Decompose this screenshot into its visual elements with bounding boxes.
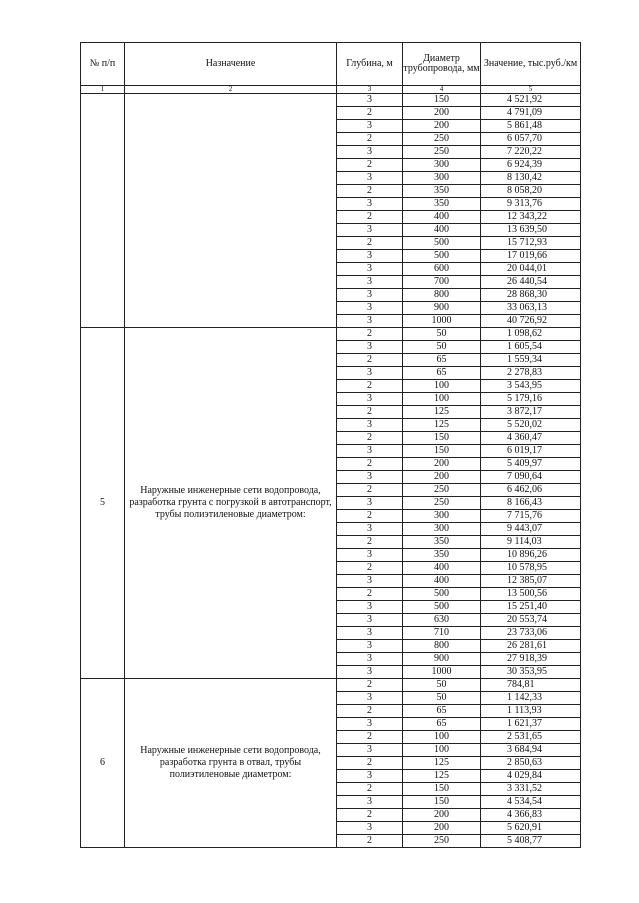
depth-cell: 3 [337,341,403,354]
depth-cell: 3 [337,471,403,484]
depth-cell: 2 [337,237,403,250]
diameter-cell: 710 [403,627,481,640]
value-cell: 1 605,54 [481,341,581,354]
value-cell: 4 029,84 [481,770,581,783]
depth-cell: 3 [337,276,403,289]
diameter-cell: 600 [403,263,481,276]
header-value: Значение, тыс.руб./км [481,43,581,86]
diameter-cell: 200 [403,822,481,835]
value-cell: 13 639,50 [481,224,581,237]
value-cell: 4 534,54 [481,796,581,809]
depth-cell: 2 [337,757,403,770]
value-cell: 13 500,56 [481,588,581,601]
value-cell: 5 520,02 [481,419,581,432]
depth-cell: 3 [337,718,403,731]
diameter-cell: 125 [403,406,481,419]
diameter-cell: 65 [403,705,481,718]
diameter-cell: 65 [403,354,481,367]
diameter-cell: 250 [403,484,481,497]
diameter-cell: 250 [403,146,481,159]
diameter-cell: 200 [403,120,481,133]
depth-cell: 3 [337,393,403,406]
diameter-cell: 100 [403,731,481,744]
depth-cell: 2 [337,809,403,822]
value-cell: 10 896,26 [481,549,581,562]
value-cell: 9 114,03 [481,536,581,549]
depth-cell: 2 [337,536,403,549]
value-cell: 2 531,65 [481,731,581,744]
diameter-cell: 500 [403,588,481,601]
value-cell: 40 726,92 [481,315,581,328]
group-description: Наружные инженерные сети водопровода, разработка грунта в отвал, трубы полиэтиленовые диаметром: [125,679,337,848]
diameter-cell: 50 [403,692,481,705]
header-purpose: Назначение [125,43,337,86]
diameter-cell: 350 [403,549,481,562]
value-cell: 8 058,20 [481,185,581,198]
value-cell: 20 553,74 [481,614,581,627]
depth-cell: 3 [337,419,403,432]
diameter-cell: 1000 [403,315,481,328]
depth-cell: 2 [337,107,403,120]
group-number: 6 [81,679,125,848]
value-cell: 10 578,95 [481,562,581,575]
value-cell: 27 918,39 [481,653,581,666]
depth-cell: 3 [337,445,403,458]
diameter-cell: 400 [403,211,481,224]
diameter-cell: 350 [403,536,481,549]
diameter-cell: 125 [403,770,481,783]
depth-cell: 3 [337,627,403,640]
group-number [81,94,125,328]
value-cell: 12 343,22 [481,211,581,224]
diameter-cell: 125 [403,757,481,770]
diameter-cell: 900 [403,302,481,315]
depth-cell: 3 [337,302,403,315]
diameter-cell: 200 [403,471,481,484]
diameter-cell: 200 [403,107,481,120]
depth-cell: 3 [337,94,403,107]
depth-cell: 3 [337,822,403,835]
depth-cell: 2 [337,380,403,393]
value-cell: 9 313,76 [481,198,581,211]
value-cell: 3 543,95 [481,380,581,393]
depth-cell: 3 [337,770,403,783]
depth-cell: 3 [337,614,403,627]
depth-cell: 2 [337,731,403,744]
diameter-cell: 630 [403,614,481,627]
diameter-cell: 150 [403,445,481,458]
diameter-cell: 500 [403,601,481,614]
depth-cell: 3 [337,601,403,614]
value-cell: 26 281,61 [481,640,581,653]
value-cell: 7 090,64 [481,471,581,484]
column-number-row [81,86,581,94]
depth-cell: 3 [337,172,403,185]
value-cell: 5 861,48 [481,120,581,133]
depth-cell: 2 [337,133,403,146]
rates-table [80,42,581,848]
depth-cell: 3 [337,497,403,510]
depth-cell: 2 [337,705,403,718]
value-cell: 5 408,77 [481,835,581,848]
value-cell: 15 712,93 [481,237,581,250]
depth-cell: 3 [337,367,403,380]
value-cell: 5 409,97 [481,458,581,471]
group-description [125,94,337,328]
depth-cell: 3 [337,198,403,211]
value-cell: 9 443,07 [481,523,581,536]
value-cell: 1 621,37 [481,718,581,731]
depth-cell: 3 [337,666,403,679]
depth-cell: 3 [337,549,403,562]
value-cell: 8 130,42 [481,172,581,185]
diameter-cell: 350 [403,185,481,198]
depth-cell: 3 [337,796,403,809]
group-number: 5 [81,328,125,679]
depth-cell: 2 [337,588,403,601]
depth-cell: 2 [337,432,403,445]
table-row [81,679,581,692]
value-cell: 7 220,22 [481,146,581,159]
column-number: 1 [81,86,125,94]
diameter-cell: 300 [403,510,481,523]
diameter-cell: 300 [403,172,481,185]
value-cell: 4 791,09 [481,107,581,120]
diameter-cell: 50 [403,341,481,354]
value-cell: 23 733,06 [481,627,581,640]
depth-cell: 2 [337,159,403,172]
diameter-cell: 200 [403,458,481,471]
column-number: 5 [481,86,581,94]
group-description: Наружные инженерные сети водопровода, разработка грунта с погрузкой в автотранспорт, трубы полиэтиленовые диаметром: [125,328,337,679]
diameter-cell: 65 [403,367,481,380]
diameter-cell: 100 [403,380,481,393]
depth-cell: 2 [337,510,403,523]
depth-cell: 2 [337,835,403,848]
depth-cell: 2 [337,211,403,224]
value-cell: 6 462,06 [481,484,581,497]
value-cell: 2 850,63 [481,757,581,770]
depth-cell: 2 [337,562,403,575]
value-cell: 28 868,30 [481,289,581,302]
depth-cell: 3 [337,250,403,263]
depth-cell: 2 [337,679,403,692]
value-cell: 7 715,76 [481,510,581,523]
value-cell: 12 385,07 [481,575,581,588]
depth-cell: 2 [337,458,403,471]
diameter-cell: 65 [403,718,481,731]
diameter-cell: 400 [403,575,481,588]
header-number: № п/п [81,43,125,86]
header-row [81,43,581,86]
diameter-cell: 150 [403,94,481,107]
diameter-cell: 100 [403,744,481,757]
value-cell: 17 019,66 [481,250,581,263]
diameter-cell: 250 [403,835,481,848]
table-row [81,328,581,341]
value-cell: 6 924,39 [481,159,581,172]
value-cell: 5 620,91 [481,822,581,835]
depth-cell: 2 [337,185,403,198]
value-cell: 33 063,13 [481,302,581,315]
value-cell: 3 331,52 [481,783,581,796]
depth-cell: 2 [337,406,403,419]
depth-cell: 2 [337,783,403,796]
value-cell: 30 353,95 [481,666,581,679]
column-number: 2 [125,86,337,94]
value-cell: 26 440,54 [481,276,581,289]
value-cell: 20 044,01 [481,263,581,276]
header-depth: Глубина, м [337,43,403,86]
depth-cell: 3 [337,653,403,666]
diameter-cell: 50 [403,328,481,341]
depth-cell: 3 [337,640,403,653]
value-cell: 6 019,17 [481,445,581,458]
depth-cell: 2 [337,328,403,341]
table-body [81,94,581,848]
diameter-cell: 800 [403,289,481,302]
diameter-cell: 700 [403,276,481,289]
depth-cell: 3 [337,224,403,237]
header-diameter: Диаметр трубопровода, мм [403,43,481,86]
diameter-cell: 150 [403,783,481,796]
depth-cell: 2 [337,354,403,367]
diameter-cell: 250 [403,497,481,510]
value-cell: 6 057,70 [481,133,581,146]
depth-cell: 3 [337,146,403,159]
diameter-cell: 150 [403,796,481,809]
diameter-cell: 800 [403,640,481,653]
value-cell: 1 142,33 [481,692,581,705]
column-number: 4 [403,86,481,94]
depth-cell: 3 [337,523,403,536]
diameter-cell: 125 [403,419,481,432]
diameter-cell: 400 [403,562,481,575]
value-cell: 15 251,40 [481,601,581,614]
value-cell: 2 278,83 [481,367,581,380]
diameter-cell: 300 [403,159,481,172]
value-cell: 1 098,62 [481,328,581,341]
value-cell: 8 166,43 [481,497,581,510]
diameter-cell: 500 [403,237,481,250]
diameter-cell: 900 [403,653,481,666]
depth-cell: 2 [337,484,403,497]
diameter-cell: 200 [403,809,481,822]
diameter-cell: 400 [403,224,481,237]
depth-cell: 3 [337,744,403,757]
diameter-cell: 500 [403,250,481,263]
value-cell: 4 366,83 [481,809,581,822]
value-cell: 5 179,16 [481,393,581,406]
value-cell: 784,81 [481,679,581,692]
value-cell: 3 872,17 [481,406,581,419]
diameter-cell: 1000 [403,666,481,679]
depth-cell: 3 [337,692,403,705]
value-cell: 1 559,34 [481,354,581,367]
diameter-cell: 50 [403,679,481,692]
value-cell: 3 684,94 [481,744,581,757]
depth-cell: 3 [337,575,403,588]
table-row [81,94,581,107]
diameter-cell: 100 [403,393,481,406]
value-cell: 1 113,93 [481,705,581,718]
diameter-cell: 300 [403,523,481,536]
depth-cell: 3 [337,120,403,133]
diameter-cell: 350 [403,198,481,211]
column-number: 3 [337,86,403,94]
depth-cell: 3 [337,263,403,276]
depth-cell: 3 [337,289,403,302]
diameter-cell: 250 [403,133,481,146]
value-cell: 4 360,47 [481,432,581,445]
value-cell: 4 521,92 [481,94,581,107]
depth-cell: 3 [337,315,403,328]
diameter-cell: 150 [403,432,481,445]
